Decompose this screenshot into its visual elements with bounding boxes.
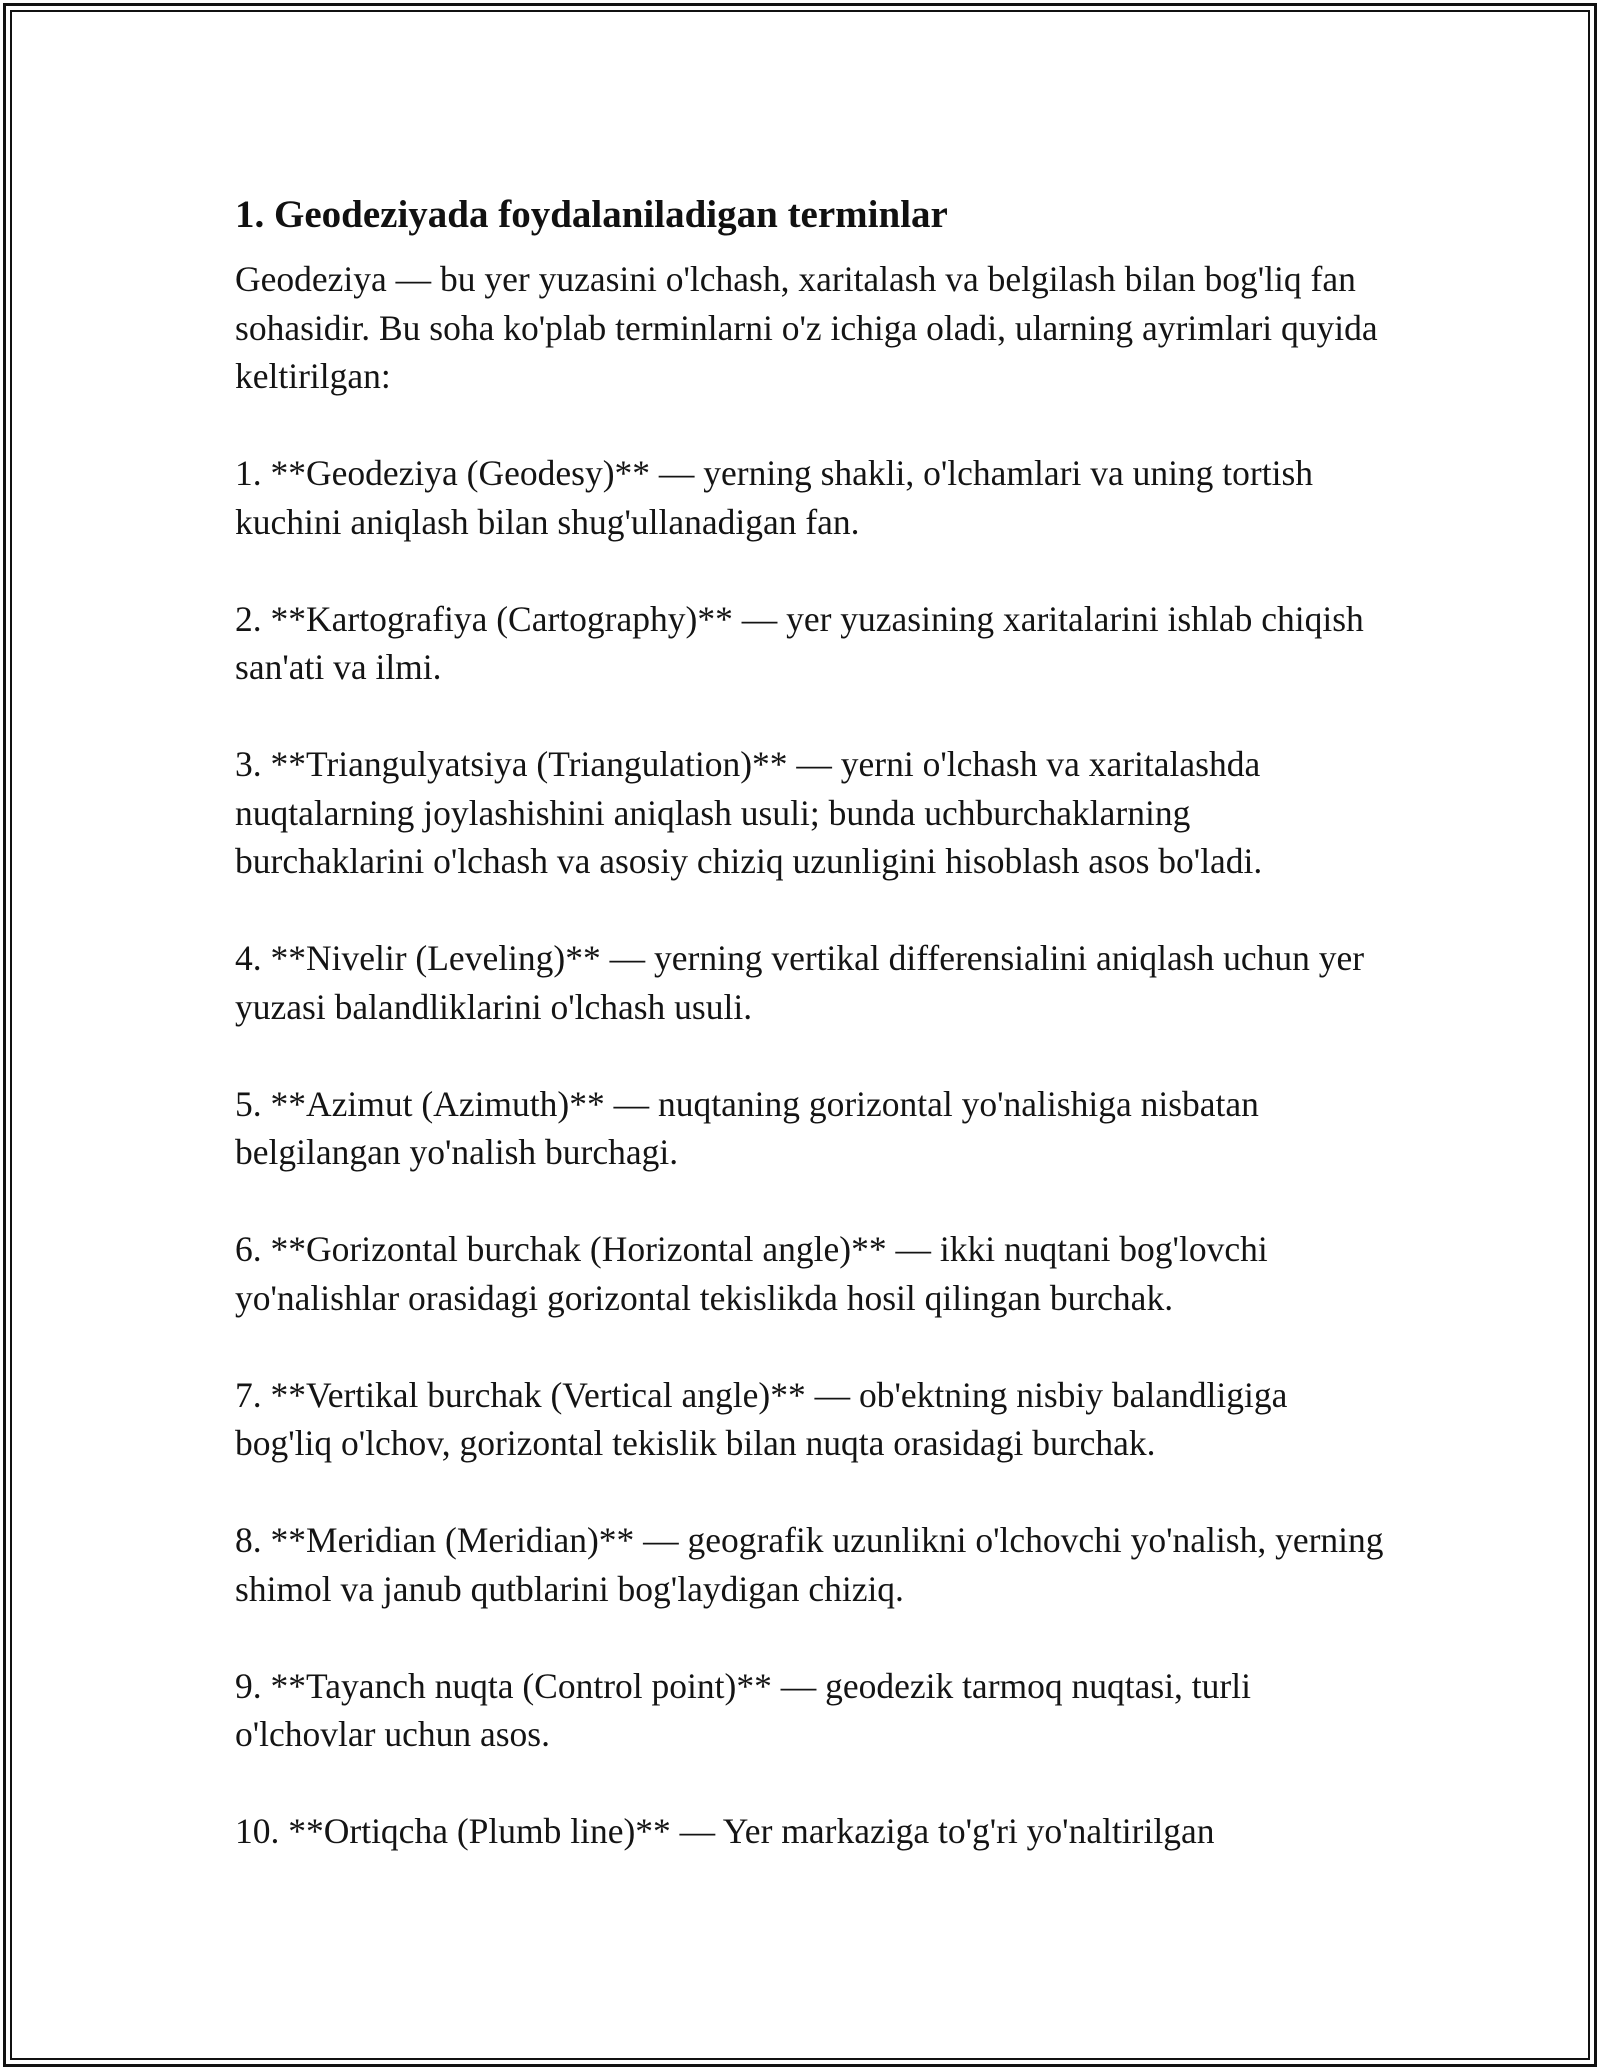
term-kartografiya: 2. **Kartografiya (Cartography)** — yer yuzasining xaritalarini ishlab chiqish san'ati va ilmi. [235, 598, 1364, 687]
term-geodeziya: 1. **Geodeziya (Geodesy)** — yerning shakli, o'lchamlari va uning tortish kuchini aniqlash bilan shug'ullanadigan fan. [235, 453, 1314, 542]
term-meridian: 8. **Meridian (Meridian)** — geografik uzunlikni o'lchovchi yo'nalish, yerning shimol va janub qutblarini bog'laydigan chiziq. [235, 1520, 1384, 1609]
term-tayanch-nuqta: 9. **Tayanch nuqta (Control point)** — geodezik tarmoq nuqtasi, turli o'lchovlar uchun asos. [235, 1665, 1251, 1754]
term-gorizontal-burchak: 6. **Gorizontal burchak (Horizontal angle)** — ikki nuqtani bog'lovchi yo'nalishlar orasidagi gorizontal tekislikda hosil qilingan burchak. [235, 1229, 1268, 1318]
term-triangulyatsiya: 3. **Triangulyatsiya (Triangulation)** — yerni o'lchash va xaritalashda nuqtalarning joylashishini aniqlash usuli; bunda uchburchaklarning burchaklarini o'lchash va asosiy chiziq uzunligini hisoblash asos bo'ladi. [235, 744, 1263, 881]
intro-paragraph: Geodeziya — bu yer yuzasini o'lchash, xaritalash va belgilash bilan bog'liq fan sohasidir. Bu soha ko'plab terminlarni o'z ichiga oladi, ularning ayrimlari quyida keltirilgan: [235, 259, 1378, 396]
term-nivelir: 4. **Nivelir (Leveling)** — yerning vertikal differensialini aniqlash uchun yer yuzasi balandliklarini o'lchash usuli. [235, 938, 1365, 1027]
section-heading: 1. Geodeziyada foydalaniladigan terminlar [235, 193, 948, 236]
term-azimut: 5. **Azimut (Azimuth)** — nuqtaning gorizontal yo'nalishiga nisbatan belgilangan yo'nalish burchagi. [235, 1083, 1259, 1172]
document-body [235, 185, 1385, 1856]
term-ortiqcha: 10. **Ortiqcha (Plumb line)** — Yer markaziga to'g'ri yo'naltirilgan [235, 1811, 1215, 1851]
term-vertikal-burchak: 7. **Vertikal burchak (Vertical angle)** — ob'ektning nisbiy balandligiga bog'liq o'lchov, gorizontal tekislik bilan nuqta orasidagi burchak. [235, 1374, 1288, 1463]
